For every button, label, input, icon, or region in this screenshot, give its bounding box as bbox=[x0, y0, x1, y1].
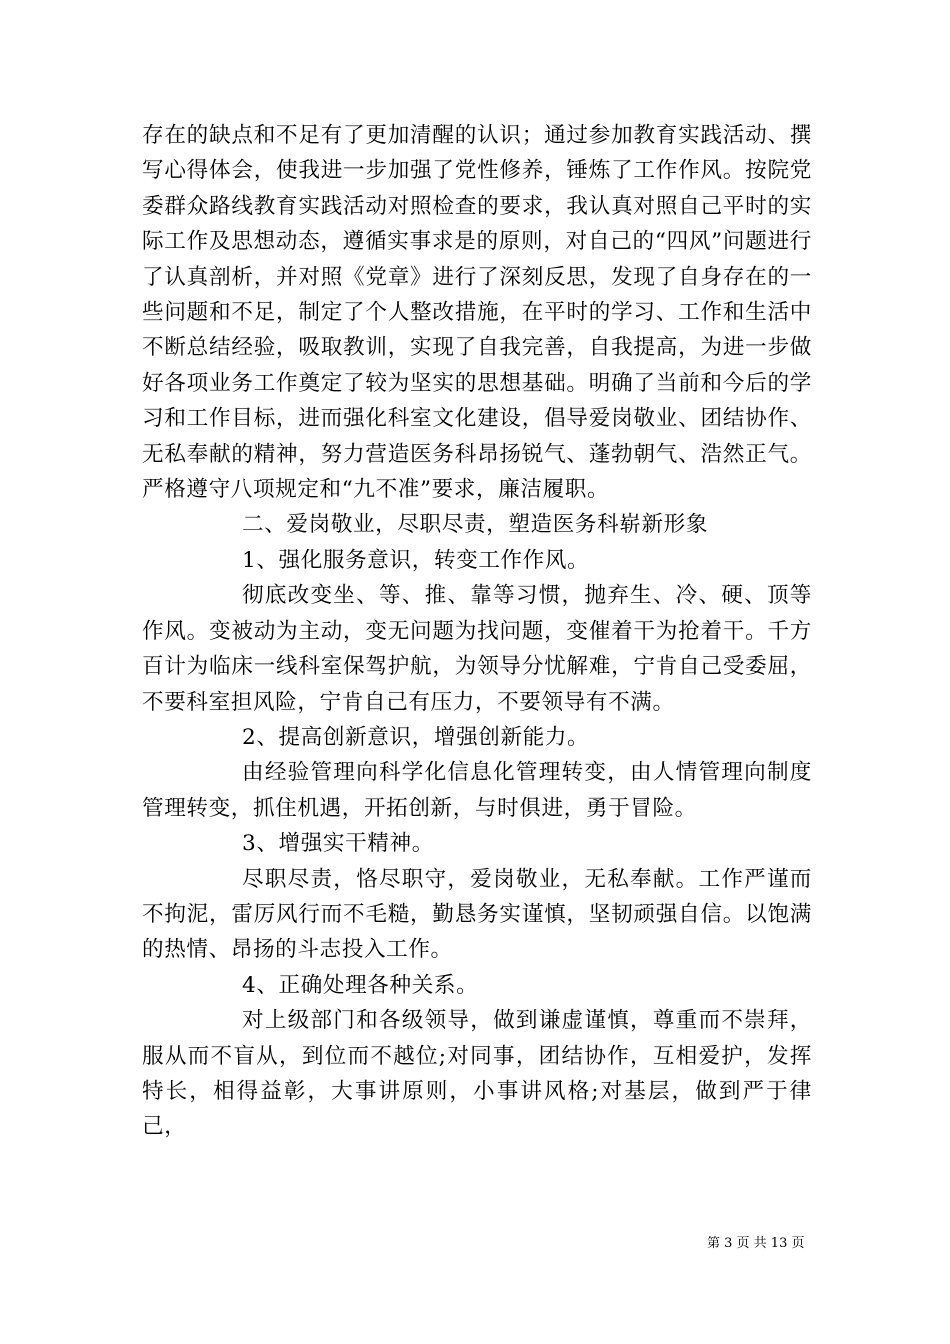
paragraph-practical: 尽职尽责，恪尽职守，爱岗敬业，无私奉献。工作严谨而不拘泥，雷厉风行而不毛糙，勤恳务实谨慎，坚韧顽强自信。以饱满的热情、昂扬的斗志投入工作。 bbox=[142, 866, 812, 963]
section-heading-2: 二、爱岗敬业，尽职尽责，塑造医务科崭新形象 bbox=[242, 512, 709, 538]
subheading-4: 4、正确处理各种关系。 bbox=[242, 972, 479, 998]
subheading-3: 3、增强实干精神。 bbox=[242, 831, 434, 857]
page-number: 第 3 页 共 13 页 bbox=[707, 1236, 805, 1251]
paragraph-relations: 对上级部门和各级领导，做到谦虚谨慎，尊重而不崇拜，服从而不盲从，到位而不越位;对同事，团结协作，互相爱护，发挥特长，相得益彰，大事讲原则，小事讲风格;对基层，做到严于律己， bbox=[142, 1008, 812, 1140]
paragraph-service: 彻底改变坐、等、推、靠等习惯，抛弃生、冷、硬、顶等作风。变被动为主动，变无问题为找问题，变催着干为抢着干。千方百计为临床一线科室保驾护航，为领导分忧解难，宁肯自己受委屈，不要科室担风险，宁肯自己有压力，不要领导有不满。 bbox=[142, 583, 812, 715]
paragraph-1: 存在的缺点和不足有了更加清醒的认识；通过参加教育实践活动、撰写心得体会，使我进一步加强了党性修养，锤炼了工作作风。按院党委群众路线教育实践活动对照检查的要求，我认真对照自己平时的实际工作及思想动态，遵循实事求是的原则，对自己的“四风”问题进行了认真剖析，并对照《党章》进行了深刻反思，发现了自身存在的一些问题和不足，制定了个人整改措施，在平时的学习、工作和生活中不断总结经验，吸取教训，实现了自我完善，自我提高，为进一步做好各项业务工作奠定了较为坚实的思想基础。明确了当前和今后的学习和工作目标，进而强化科室文化建设，倡导爱岗敬业、团结协作、无私奉献的精神，努力营造医务科昂扬锐气、蓬勃朝气、浩然正气。严格遵守八项规定和“九不准”要求，廉洁履职。 bbox=[142, 123, 812, 503]
document-body bbox=[142, 118, 812, 1145]
subheading-1: 1、强化服务意识，转变工作作风。 bbox=[242, 547, 590, 573]
subheading-2: 2、提高创新意识，增强创新能力。 bbox=[242, 724, 590, 750]
paragraph-innovation: 由经验管理向科学化信息化管理转变，由人情管理向制度管理转变，抓住机遇，开拓创新，与时俱进，勇于冒险。 bbox=[142, 760, 812, 821]
